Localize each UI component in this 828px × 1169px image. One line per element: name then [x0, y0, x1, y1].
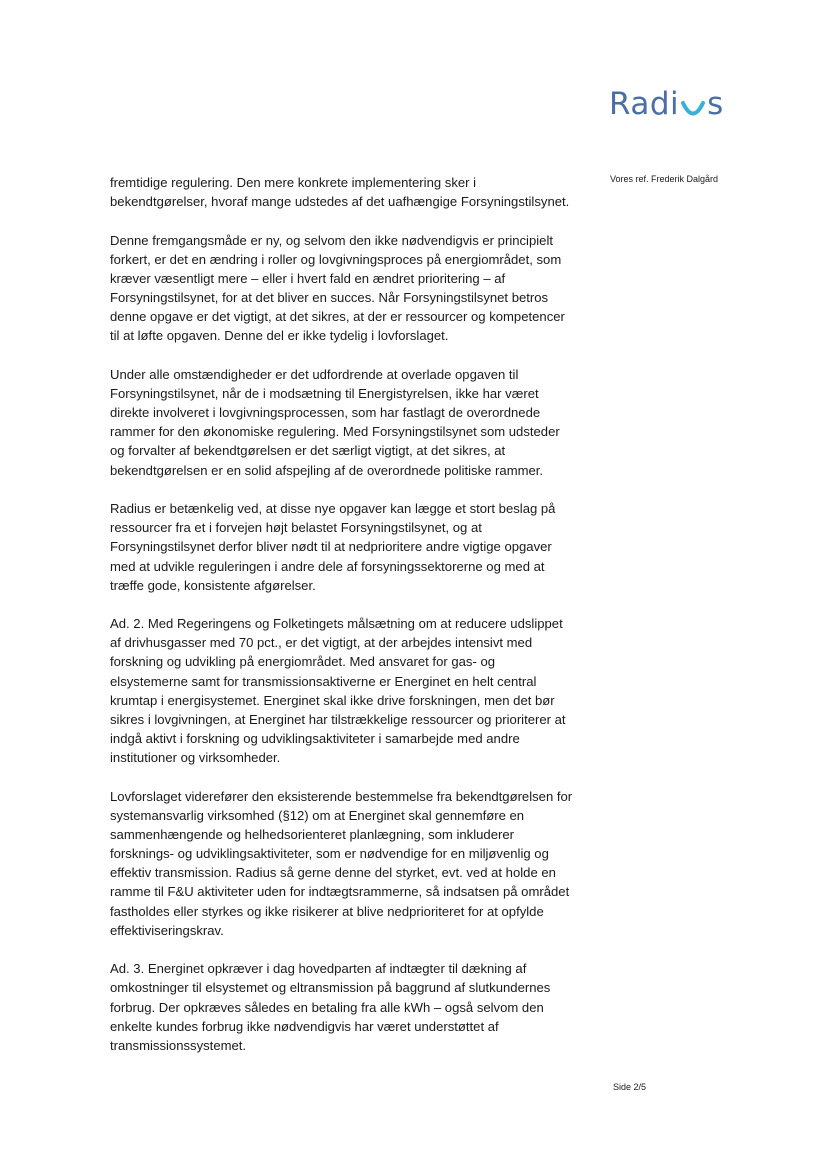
text-line: Ad. 2. Med Regeringens og Folketingets målsætning om at reducere udslippet [110, 616, 563, 632]
text-line: til at løfte opgaven. Denne del er ikke tydelig i lovforslaget. [110, 328, 449, 344]
text-line: Denne fremgangsmåde er ny, og selvom den ikke nødvendigvis er principielt [110, 232, 553, 248]
text-line: Under alle omstændigheder er det udfordrende at overlade opgaven til [110, 366, 519, 382]
text-line: sikres i lovgivningen, at Energinet har tilstrækkelige ressourcer og prioriterer at [110, 711, 566, 727]
text-line: træffe gode, konsistente afgørelser. [110, 577, 316, 593]
text-line: bekendtgørelsen er en solid afspejling af de overordnede politiske rammer. [110, 462, 544, 478]
text-line: og forvalter af bekendtgørelsen er det særligt vigtigt, at det sikres, at [110, 443, 506, 459]
text-line: af drivhusgasser med 70 pct., er det vigtigt, at der arbejdes intensivt med [110, 635, 533, 651]
text-line: effektiv transmission. Radius så gerne denne del styrket, evt. ved at holde en [110, 865, 556, 881]
text-line: Forsyningstilsynet derfor bliver nødt til at nedprioritere andre vigtige opgaver [110, 539, 552, 555]
paragraph-3 [110, 365, 590, 480]
text-line: Lovforslaget viderefører den eksisterende bestemmelse fra bekendtgørelsen for [110, 788, 573, 804]
logo-text-end: s [707, 86, 724, 122]
text-line: rammer for den økonomiske regulering. Med Forsyningstilsynet som udsteder [110, 424, 560, 440]
text-line: fastholdes eller styrkes og ikke risikerer at blive nedprioriteret for at opfylde [110, 903, 544, 919]
text-line: Forsyningstilsynet, for at det bliver en succes. Når Forsyningstilsynet betros [110, 290, 549, 306]
text-line: fremtidige regulering. Den mere konkrete implementering sker i [110, 175, 477, 190]
text-line: ramme til F&U aktiviteter uden for indtægtsrammerne, så indsatsen på området [110, 884, 570, 900]
text-line: transmissionssystemet. [110, 1037, 247, 1053]
text-line: med at udvikle reguleringen i andre dele af forsyningssektorerne og med at [110, 558, 545, 574]
text-line: omkostninger til elsystemet og eltransmission på baggrund af slutkundernes [110, 980, 551, 996]
radius-logo [609, 80, 724, 120]
text-line: enkelte kundes forbrug ikke nødvendigvis har været understøttet af [110, 1018, 499, 1034]
logo-smile-icon [680, 98, 706, 120]
text-line: systemansvarlig virksomhed (§12) om at Energinet skal gennemføre en [110, 807, 525, 823]
reference-line: Vores ref. Frederik Dalgård [610, 174, 719, 184]
text-line: forbrug. Der opkræves således en betaling fra alle kWh – også selvom den [110, 999, 544, 1015]
text-line: krumtap i energisystemet. Energinet skal ikke drive forskningen, men det bør [110, 692, 555, 708]
text-line: kræver væsentligt mere – eller i hvert fald en ændret prioritering – af [110, 270, 506, 286]
text-line: sammenhængende og helhedsorienteret planlægning, som inkluderer [110, 827, 514, 843]
text-line: direkte involveret i lovgivningsprocessen, som har fastlagt de overordnede [110, 405, 541, 421]
paragraph-1 [110, 173, 590, 211]
paragraph-4 [110, 499, 590, 595]
page-number: Side 2/5 [613, 1082, 647, 1092]
text-line: Radius er betænkelig ved, at disse nye opgaver kan lægge et stort beslag på [110, 501, 556, 517]
paragraph-7 [110, 959, 590, 1055]
text-line: indgå aktivt i forskning og udviklingsaktiviteter i samarbejde med andre [110, 731, 520, 747]
logo-text-start: Radi [609, 86, 680, 122]
text-line: institutioner og virksomheder. [110, 750, 281, 766]
text-line: denne opgave er det vigtigt, at det sikres, at der er ressourcer og kompetencer [110, 309, 565, 325]
text-line: forskning og udvikling på energiområdet. Med ansvaret for gas- og [110, 654, 496, 670]
text-line: bekendtgørelser, hvoraf mange udstedes af det uafhængige Forsyningstilsynet. [110, 194, 570, 210]
text-line: forkert, er det en ændring i roller og lovgivningsproces på energiområdet, som [110, 251, 562, 267]
text-line: Forsyningstilsynet, når de i modsætning til Energistyrelsen, ikke har været [110, 386, 539, 401]
text-line: Ad. 3. Energinet opkræver i dag hovedparten af indtægter til dækning af [110, 961, 527, 977]
text-line: elsystemerne samt for transmissionsaktiverne er Energinet en helt central [110, 673, 537, 689]
paragraph-6 [110, 787, 590, 940]
text-line: ressourcer fra et i forvejen højt belastet Forsyningstilsynet, og at [110, 520, 482, 536]
paragraph-2 [110, 231, 590, 346]
text-line: forsknings- og udviklingsaktiviteter, som er nødvendige for en miljøvenlig og [110, 846, 549, 862]
letter-body [110, 173, 590, 1074]
text-line: effektiviseringskrav. [110, 922, 224, 938]
paragraph-5 [110, 614, 590, 767]
